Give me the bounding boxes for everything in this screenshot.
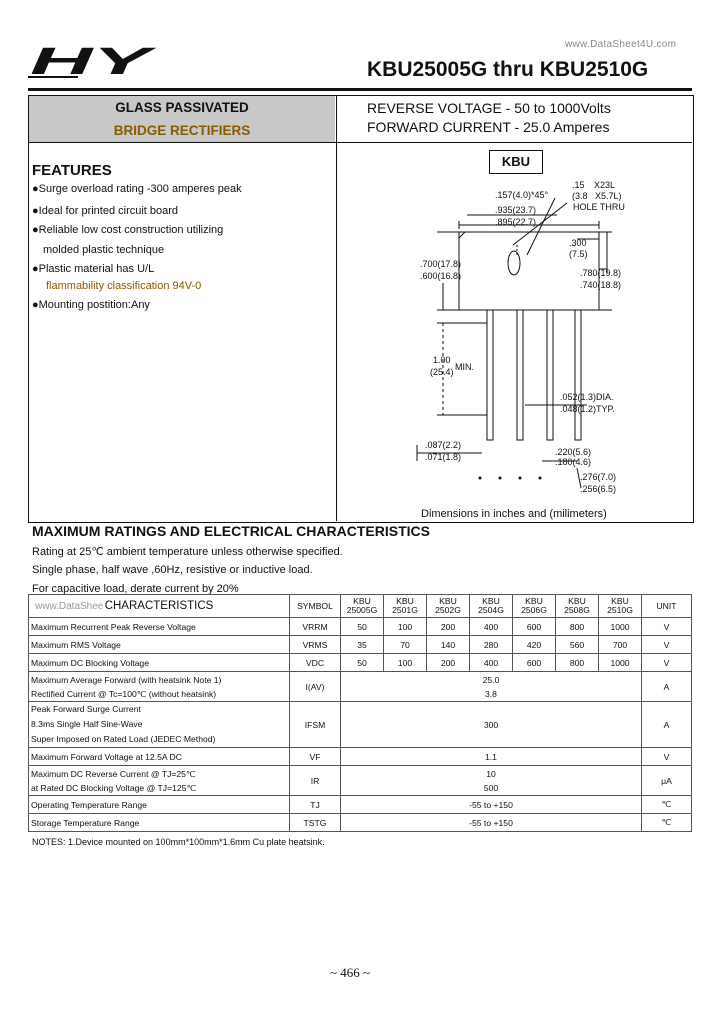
col-unit: UNIT <box>642 595 692 618</box>
cell: 1000 <box>599 654 642 672</box>
table-row <box>29 796 692 814</box>
dim-lead-dia-typ: .048(1.2)TYP. <box>560 404 615 414</box>
row-symbol: VRMS <box>290 636 341 654</box>
row-label: Maximum RMS Voltage <box>29 636 290 654</box>
table-header-row <box>29 595 692 618</box>
table-row <box>29 672 692 702</box>
dim-300-mm: (7.5) <box>569 249 588 259</box>
dim-780: .780(19.8) <box>580 268 622 278</box>
feature-item: ●Surge overload rating -300 amperes peak <box>32 183 242 195</box>
cell: 70 <box>384 636 427 654</box>
rating-condition: Rating at 25℃ ambient temperature unless otherwise specified. <box>32 546 343 558</box>
row-label: Maximum Recurrent Peak Reverse Voltage <box>29 618 290 636</box>
header-rule <box>28 88 692 91</box>
dim-hole-length-mm: X5.7L) <box>595 191 622 201</box>
cell: 560 <box>556 636 599 654</box>
row-symbol: IR <box>290 766 341 796</box>
feature-item: molded plastic technique <box>43 244 165 256</box>
table-row <box>29 636 692 654</box>
dim-min: MIN. <box>455 362 474 372</box>
rating-condition: Single phase, half wave ,60Hz, resistive or inductive load. <box>32 564 313 576</box>
cell: 50 <box>341 654 384 672</box>
cell: 400 <box>470 618 513 636</box>
dim-hole-length: X23L <box>594 180 616 190</box>
cell: 100 <box>384 618 427 636</box>
feature-item: ●Ideal for printed circuit board <box>32 205 179 217</box>
row-unit: V <box>642 654 692 672</box>
cell: 420 <box>513 636 556 654</box>
dim-width-max: .935(23.7) <box>495 205 537 215</box>
col-part: KBU 2508G <box>556 595 599 618</box>
dim-740: .740(18.8) <box>580 280 622 290</box>
dim-height-max: .700(17.8) <box>420 259 462 269</box>
col-part: KBU 2502G <box>427 595 470 618</box>
logo-text: HY <box>30 44 159 80</box>
col-part: KBU 2501G <box>384 595 427 618</box>
table-row <box>29 748 692 766</box>
row-unit: ℃ <box>642 796 692 814</box>
row-symbol: TJ <box>290 796 341 814</box>
table-row <box>29 702 692 748</box>
table-watermark: www.DataShee <box>35 601 104 612</box>
cell: -55 to +150 <box>341 814 642 832</box>
cell: 200 <box>427 654 470 672</box>
dim-lead-length-mm: (25.4) <box>430 367 454 377</box>
cell: 600 <box>513 618 556 636</box>
row-symbol: TSTG <box>290 814 341 832</box>
col-part: KBU 2510G <box>599 595 642 618</box>
row-unit: A <box>642 702 692 748</box>
characteristics-table <box>28 594 692 832</box>
col-part: KBU 2506G <box>513 595 556 618</box>
row-label: Maximum Average Forward (with heatsink Note 1) Rectified Current @ Tc=100℃ (without heatsink) <box>29 672 290 702</box>
row-symbol: VRRM <box>290 618 341 636</box>
col-part: KBU 25005G <box>341 595 384 618</box>
row-label: Maximum DC Blocking Voltage <box>29 654 290 672</box>
dim-lead-dia: .052(1.3)DIA. <box>560 392 614 402</box>
col-part: KBU 2504G <box>470 595 513 618</box>
row-label: Operating Temperature Range <box>29 796 290 814</box>
dim-hole: .15 <box>572 180 585 190</box>
notes: NOTES: 1.Device mounted on 100mm*100mm*1.6mm Cu plate heatsink. <box>32 837 325 847</box>
row-label: Maximum Forward Voltage at 12.5A DC <box>29 748 290 766</box>
header-watermark: www.DataSheet4U.com <box>565 39 677 50</box>
dim-height-min: .600(16.8) <box>420 271 462 281</box>
table-row <box>29 766 692 796</box>
dim-087: .087(2.2) <box>425 440 462 450</box>
row-unit: V <box>642 636 692 654</box>
feature-item: flammability classification 94V-0 <box>46 280 202 292</box>
col-symbol: SYMBOL <box>290 595 341 618</box>
row-label: Storage Temperature Range <box>29 814 290 832</box>
package-outline-drawing <box>337 143 692 518</box>
cell: 300 <box>341 702 642 748</box>
dimensions-caption: Dimensions in inches and (milimeters) <box>421 508 607 520</box>
company-logo <box>28 44 160 85</box>
features-title: FEATURES <box>32 162 112 179</box>
row-symbol: IFSM <box>290 702 341 748</box>
cell: -55 to +150 <box>341 796 642 814</box>
row-symbol: I(AV) <box>290 672 341 702</box>
table-row <box>29 814 692 832</box>
cell: 200 <box>427 618 470 636</box>
cell: 140 <box>427 636 470 654</box>
dim-256: .256(6.5) <box>580 484 617 494</box>
part-title: KBU25005G thru KBU2510G <box>367 58 649 81</box>
row-label: Maximum DC Reverse Current @ TJ=25℃ at Rated DC Blocking Voltage @ TJ=125℃ <box>29 766 290 796</box>
page-number: ~ 466 ~ <box>330 965 371 980</box>
feature-item: ●Mounting postition:Any <box>32 299 150 311</box>
row-unit: V <box>642 748 692 766</box>
row-label: Peak Forward Surge Current 8.3ms Single Half Sine-Wave Super Imposed on Rated Load (JEDEC Method) <box>29 702 290 748</box>
cell: 800 <box>556 618 599 636</box>
row-unit: ℃ <box>642 814 692 832</box>
row-symbol: VF <box>290 748 341 766</box>
row-unit: μA <box>642 766 692 796</box>
dim-hole-mm: (3.8 <box>572 191 588 201</box>
product-type-line1: GLASS PASSIVATED <box>115 100 249 115</box>
left-divider <box>29 142 336 143</box>
dim-300: .300 <box>569 238 587 248</box>
dim-071: .071(1.8) <box>425 452 462 462</box>
forward-current-spec: FORWARD CURRENT - 25.0 Amperes <box>367 119 610 135</box>
table-row <box>29 654 692 672</box>
cell: 700 <box>599 636 642 654</box>
dim-chamfer: .157(4.0)*45° <box>495 190 549 200</box>
feature-item: ●Plastic material has U/L <box>32 263 155 275</box>
cell: 50 <box>341 618 384 636</box>
feature-item: ●Reliable low cost construction utilizing <box>32 224 224 236</box>
dim-hole-thru: HOLE THRU <box>573 202 625 212</box>
row-unit: A <box>642 672 692 702</box>
row-unit: V <box>642 618 692 636</box>
dim-width-min: .895(22.7) <box>495 217 537 227</box>
cell: 1000 <box>599 618 642 636</box>
cell: 10 500 <box>341 766 642 796</box>
cell: 400 <box>470 654 513 672</box>
package-label: KBU <box>489 150 543 174</box>
cell: 800 <box>556 654 599 672</box>
cell: 280 <box>470 636 513 654</box>
cell: 100 <box>384 654 427 672</box>
reverse-voltage-spec: REVERSE VOLTAGE - 50 to 1000Volts <box>367 100 611 116</box>
row-symbol: VDC <box>290 654 341 672</box>
cell: 600 <box>513 654 556 672</box>
cell: 35 <box>341 636 384 654</box>
dim-220: .220(5.6) <box>555 447 592 457</box>
table-row <box>29 618 692 636</box>
product-type-line2: BRIDGE RECTIFIERS <box>113 123 251 138</box>
cell: 25.0 3.8 <box>341 672 642 702</box>
rating-condition: For capacitive load, derate current by 20% <box>32 583 239 595</box>
dim-276: .276(7.0) <box>580 472 617 482</box>
cell: 1.1 <box>341 748 642 766</box>
ratings-title: MAXIMUM RATINGS AND ELECTRICAL CHARACTERISTICS <box>32 523 430 539</box>
col-characteristics: CHARACTERISTICS <box>29 595 290 618</box>
dim-180: .180(4.6) <box>555 457 592 467</box>
dim-lead-length: 1.00 <box>433 355 451 365</box>
